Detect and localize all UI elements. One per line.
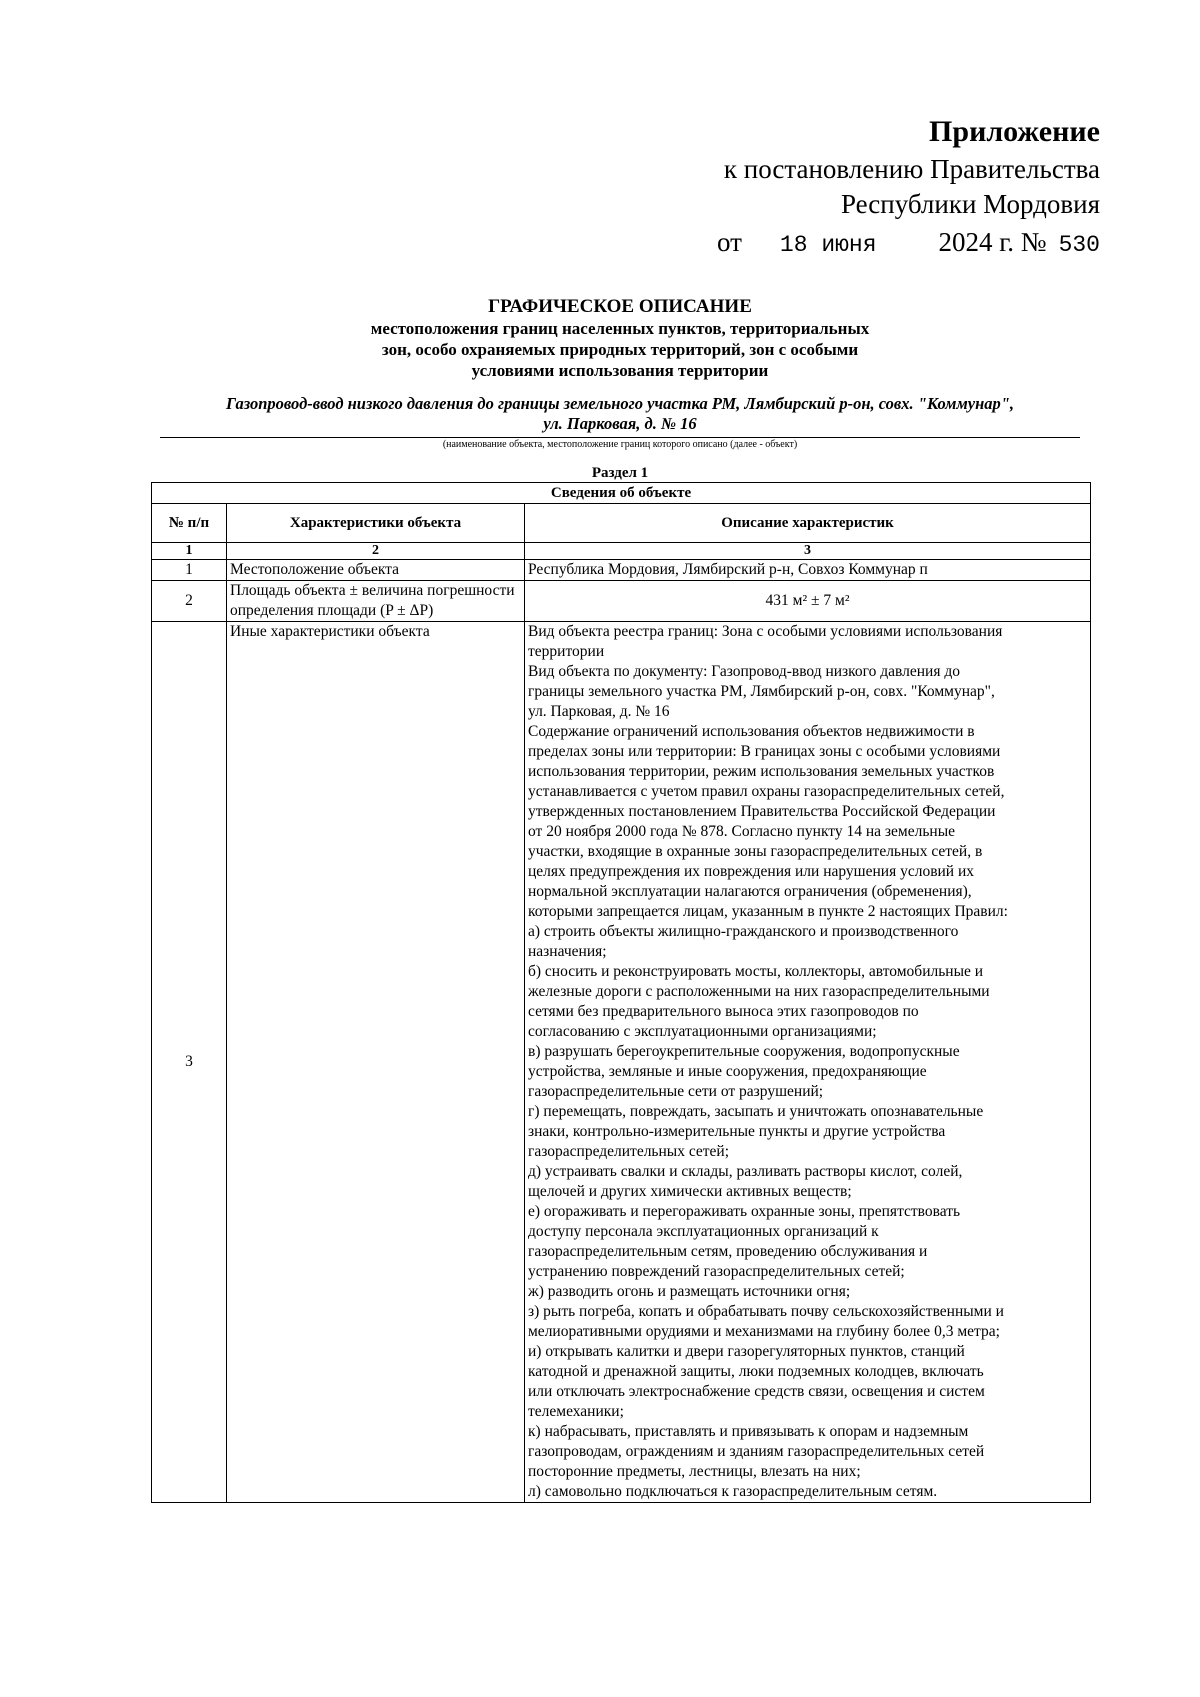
restriction-text-line: е) огораживать и перегораживать охранные зоны, препятствовать	[528, 1203, 961, 1220]
row-1-name: Местоположение объекта	[227, 560, 525, 581]
restriction-text-line: нормальной эксплуатации налагаются ограничения (обременения),	[528, 883, 972, 900]
table-row	[152, 581, 1091, 622]
restriction-text-line: назначения;	[528, 943, 607, 960]
column-index-1: 1	[152, 543, 227, 560]
restriction-text-line: использования территории, режим использования земельных участков	[528, 763, 995, 780]
restriction-text-line: щелочей и других химически активных веществ;	[528, 1183, 852, 1200]
appendix-title: Приложение	[929, 115, 1100, 148]
restriction-text-line: устройства, земляные и иные сооружения, предохраняющие	[528, 1063, 927, 1080]
restriction-text-line: устранению повреждений газораспределительных сетей;	[528, 1263, 905, 1280]
section-title: Раздел 1	[591, 465, 649, 481]
restriction-text-line: л) самовольно подключаться к газораспределительным сетям.	[528, 1483, 938, 1500]
restriction-text-line: телемеханики;	[528, 1403, 624, 1420]
object-name	[160, 394, 1080, 434]
restriction-text-line: железные дороги с расположенными на них газораспределительными	[528, 983, 990, 1000]
restriction-text-line: газораспределительным сетям, проведению обслуживания и	[528, 1243, 928, 1260]
row-2-num: 2	[152, 581, 227, 622]
restriction-text-line: устанавливается с учетом правил охраны газораспределительных сетей,	[528, 783, 1005, 800]
restriction-text-line: пределах зоны или территории: В границах зоны с особыми условиями	[528, 743, 1001, 760]
appendix-block	[717, 112, 1100, 264]
restriction-text-line: от 20 ноября 2000 года № 878. Согласно пункту 14 на земельные	[528, 823, 955, 840]
restriction-text-line: Содержание ограничений использования объектов недвижимости в	[528, 723, 975, 740]
restriction-text-line: з) рыть погреба, копать и обрабатывать почву сельскохозяйственными и	[528, 1303, 1004, 1320]
restriction-text-line: катодной и дренажной защиты, люки подземных колодцев, включать	[528, 1363, 984, 1380]
restriction-text-line: знаки, контрольно-измерительные пункты и другие устройства	[528, 1123, 946, 1140]
heading-main: ГРАФИЧЕСКОЕ ОПИСАНИЕ	[488, 296, 752, 317]
restriction-text-line: или отключать электроснабжение средств связи, освещения и систем	[528, 1383, 985, 1400]
restriction-text-line: а) строить объекты жилищно-гражданского и производственного	[528, 923, 959, 940]
date-prefix: от	[716, 227, 742, 257]
table-header-row	[152, 504, 1091, 543]
restriction-text-line: д) устраивать свалки и склады, разливать растворы кислот, солей,	[528, 1163, 963, 1180]
column-index-2: 2	[227, 543, 525, 560]
object-info-table	[151, 482, 1091, 1503]
heading-line-1: местоположения границ населенных пунктов, территориальных	[370, 319, 870, 338]
header-characteristics: Характеристики объекта	[227, 504, 525, 543]
restriction-text-line: сетями без предварительного выноса этих газопроводов по	[528, 1003, 919, 1020]
restriction-text-line: б) сносить и реконструировать мосты, коллекторы, автомобильные и	[528, 963, 984, 980]
restriction-text-line: ул. Парковая, д. № 16	[528, 703, 670, 720]
restriction-text-line: и) открывать калитки и двери газорегуляторных пунктов, станций	[528, 1343, 965, 1360]
row-2-name: Площадь объекта ± величина погрешности определения площади (P ± ΔP)	[227, 581, 525, 622]
restriction-text-line: к) набрасывать, приставлять и привязывать к опорам и надземным	[528, 1423, 969, 1440]
row-3-num: 3	[152, 622, 227, 1503]
table-caption-row	[152, 483, 1091, 504]
row-3-value	[525, 622, 1091, 1503]
object-caption: (наименование объекта, местоположение границ которого описано (далее - объект)	[442, 439, 798, 450]
restriction-text-line: газопроводам, ограждениям и зданиям газораспределительных сетей	[528, 1443, 985, 1460]
date-year: 2024 г. №	[938, 227, 1047, 257]
restriction-text-line: в) разрушать берегоукрепительные сооружения, водопропускные	[528, 1043, 960, 1060]
heading-line-2: зон, особо охраняемых природных территорий, зон с особыми	[381, 340, 859, 359]
restriction-text-line: утвержденных постановлением Правительства Российской Федерации	[528, 803, 996, 820]
restriction-text-line: Вид объекта по документу: Газопровод-ввод низкого давления до	[528, 663, 960, 680]
restriction-text-line: согласованию с эксплуатационными организациями;	[528, 1023, 877, 1040]
row-1-value: Республика Мордовия, Лямбирский р-н, Совхоз Коммунар п	[525, 560, 1091, 581]
table-row	[152, 622, 1091, 1503]
restriction-text-line: г) перемещать, повреждать, засыпать и уничтожать опознавательные	[528, 1103, 984, 1120]
restriction-text-line: ж) разводить огонь и размещать источники огня;	[528, 1283, 851, 1300]
restriction-text-line: которыми запрещается лицам, указанным в пункте 2 настоящих Правил:	[528, 903, 1008, 920]
restriction-text-line: газораспределительные сети от разрушений;	[528, 1083, 824, 1100]
appendix-line-2: Республики Мордовия	[840, 189, 1100, 219]
row-3-name: Иные характеристики объекта	[227, 622, 525, 1503]
restriction-text-line: границы земельного участка РМ, Лямбирский р-он, совх. "Коммунар",	[528, 683, 995, 700]
table-caption: Сведения об объекте	[152, 483, 1091, 504]
row-2-value: 431 м² ± 7 м²	[525, 581, 1091, 622]
restriction-text-line: доступу персонала эксплуатационных организаций к	[528, 1223, 879, 1240]
restriction-text-line: участки, входящие в охранные зоны газораспределительных сетей, в	[528, 843, 983, 860]
appendix-date	[717, 223, 1100, 264]
document-number: 530	[1058, 232, 1100, 258]
object-underline	[160, 437, 1080, 438]
column-index-3: 3	[525, 543, 1091, 560]
object-name-line-2: ул. Парковая, д. № 16	[543, 414, 697, 433]
restriction-text-line: целях предупреждения их повреждения или нарушения условий их	[528, 863, 975, 880]
appendix-line-1: к постановлению Правительства	[723, 154, 1100, 184]
restriction-text-line: территории	[528, 643, 605, 660]
column-index-row	[152, 543, 1091, 560]
restriction-text-line: Вид объекта реестра границ: Зона с особыми условиями использования	[528, 623, 1003, 640]
document-heading	[150, 296, 1090, 381]
row-1-num: 1	[152, 560, 227, 581]
table-row	[152, 560, 1091, 581]
heading-line-3: условиями использования территории	[471, 361, 769, 380]
header-num: № п/п	[152, 504, 227, 543]
date-day-month: 18 июня	[779, 232, 877, 258]
object-name-line-1: Газопровод-ввод низкого давления до границы земельного участка РМ, Лямбирский р-он, совх. "Коммунар",	[225, 394, 1015, 413]
header-description: Описание характеристик	[525, 504, 1091, 543]
restriction-text-line: мелиоративными орудиями и механизмами на глубину более 0,3 метра;	[528, 1323, 1000, 1340]
restriction-text-line: газораспределительных сетей;	[528, 1143, 730, 1160]
restriction-text-line: посторонние предметы, лестницы, влезать на них;	[528, 1463, 861, 1480]
